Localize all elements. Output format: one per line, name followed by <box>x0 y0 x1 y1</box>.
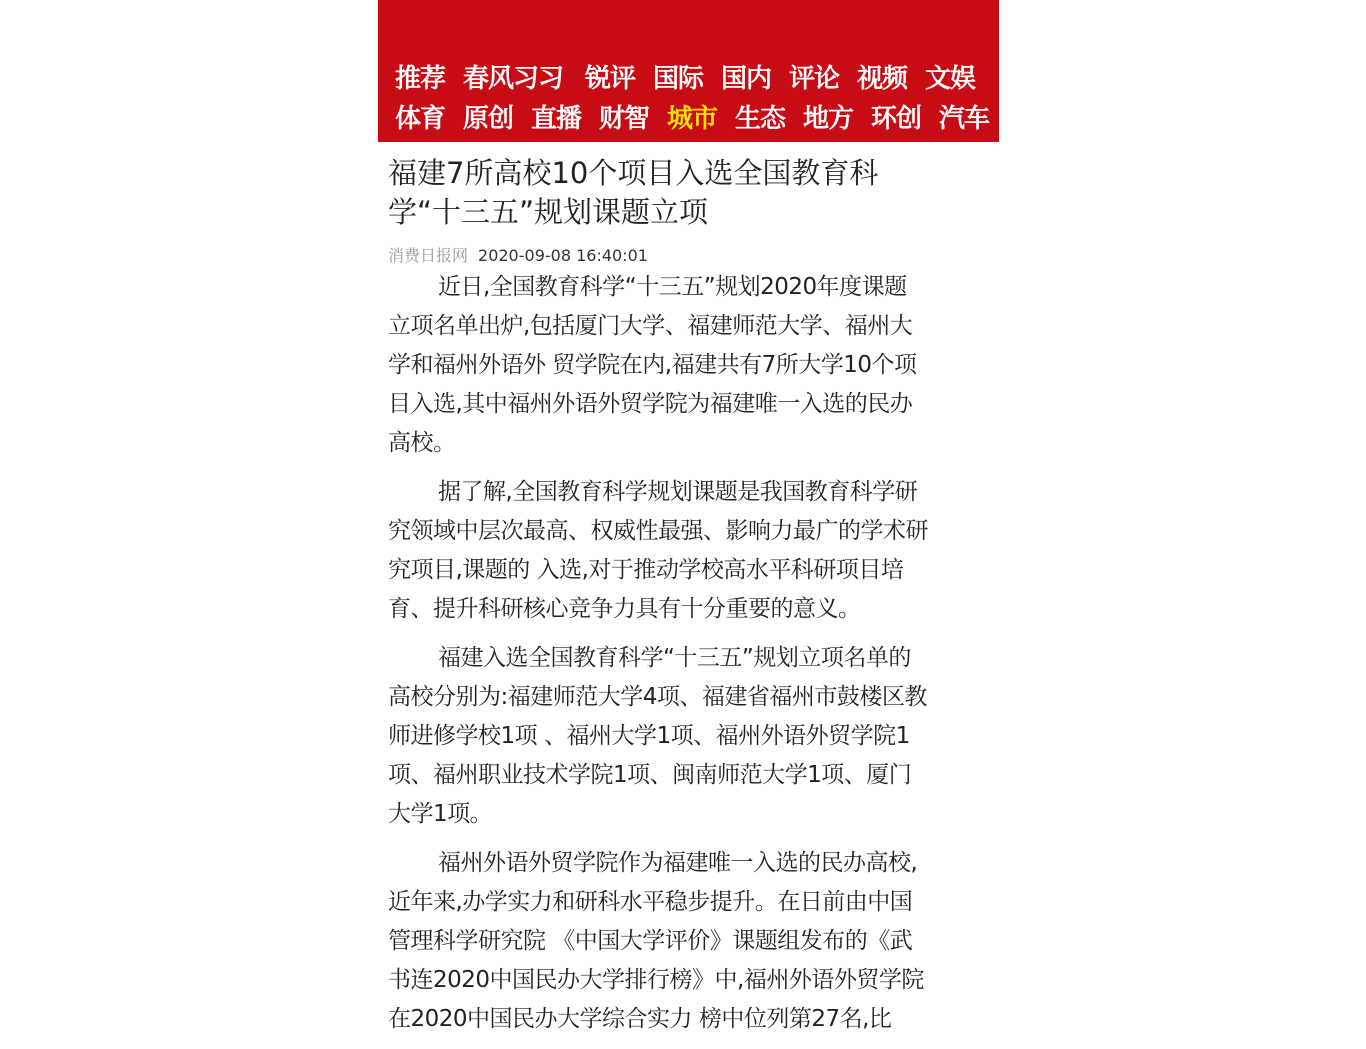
nav-item-春风习习[interactable]: 春风习习 <box>463 64 564 94</box>
nav-item-评论[interactable]: 评论 <box>789 64 840 94</box>
nav-item-国内[interactable]: 国内 <box>721 64 772 94</box>
article-source: 消费日报网 <box>388 246 469 265</box>
paragraph-line: 福州外语外贸学院作为福建唯一入选的民办高校, <box>438 850 918 876</box>
paragraph-line: 育、提升科研核心竞争力具有十分重要的意义。 <box>388 596 861 622</box>
nav-item-锐评[interactable]: 锐评 <box>585 64 636 94</box>
nav-item-直播[interactable]: 直播 <box>531 104 582 134</box>
paragraph-line: 大学1项。 <box>388 801 493 827</box>
paragraph-line: 据了解,全国教育科学规划课题是我国教育科学研 <box>438 479 918 505</box>
nav-item-环创[interactable]: 环创 <box>871 104 922 134</box>
paragraph-line: 书连2020中国民办大学排行榜》中,福州外语外贸学院 <box>388 967 924 993</box>
title-line: 学“十三五”规划课题立项 <box>388 195 709 229</box>
paragraph <box>388 639 993 834</box>
paragraph-line: 立项名单出炉,包括厦门大学、福建师范大学、福州大 <box>388 313 913 339</box>
paragraph-line: 学和福州外语外 贸学院在内,福建共有7所大学10个项 <box>388 352 917 378</box>
article-title <box>388 154 948 232</box>
nav-item-汽车[interactable]: 汽车 <box>939 104 990 134</box>
nav-item-国际[interactable]: 国际 <box>653 64 704 94</box>
paragraph <box>388 473 993 629</box>
paragraph-line: 在2020中国民办大学综合实力 榜中位列第27名,比 <box>388 1006 892 1032</box>
article-datetime: 2020-09-08 16:40:01 <box>478 246 648 265</box>
paragraph-line: 管理科学研究院 《中国大学评价》课题组发布的《武 <box>388 928 913 954</box>
paragraph-line: 近年来,办学实力和研科水平稳步提升。在日前由中国 <box>388 889 913 915</box>
paragraph-line: 师进修学校1项 、福州大学1项、福州外语外贸学院1 <box>388 723 910 749</box>
page-column <box>378 0 999 1032</box>
paragraph-line: 究项目,课题的 入选,对于推动学校高水平科研项目培 <box>388 557 904 583</box>
nav-row-1 <box>395 62 993 96</box>
nav-item-视频[interactable]: 视频 <box>857 64 908 94</box>
channel-nav <box>378 0 999 142</box>
nav-item-推荐[interactable]: 推荐 <box>395 64 446 94</box>
paragraph <box>388 844 993 1039</box>
paragraph-line: 高校分别为:福建师范大学4项、福建省福州市鼓楼区教 <box>388 684 927 710</box>
nav-row-2 <box>395 102 1007 136</box>
paragraph-line: 项、福州职业技术学院1项、闽南师范大学1项、厦门 <box>388 762 912 788</box>
nav-item-文娱[interactable]: 文娱 <box>925 64 976 94</box>
nav-item-原创[interactable]: 原创 <box>463 104 514 134</box>
nav-item-体育[interactable]: 体育 <box>395 104 446 134</box>
article-meta <box>388 243 648 266</box>
paragraph-line: 究领域中层次最高、权威性最强、影响力最广的学术研 <box>388 518 928 544</box>
nav-item-财智[interactable]: 财智 <box>599 104 650 134</box>
paragraph-line: 近日,全国教育科学“十三五”规划2020年度课题 <box>438 274 907 300</box>
article-body <box>388 268 993 1049</box>
nav-item-生态[interactable]: 生态 <box>735 104 786 134</box>
paragraph-line: 目入选,其中福州外语外贸学院为福建唯一入选的民办 <box>388 391 913 417</box>
paragraph-line: 福建入选全国教育科学“十三五”规划立项名单的 <box>438 645 911 671</box>
nav-item-城市[interactable]: 城市 <box>667 104 718 134</box>
paragraph <box>388 268 993 463</box>
paragraph-line: 高校。 <box>388 430 456 456</box>
nav-item-地方[interactable]: 地方 <box>803 104 854 134</box>
title-line: 福建7所高校10个项目入选全国教育科 <box>388 156 879 190</box>
